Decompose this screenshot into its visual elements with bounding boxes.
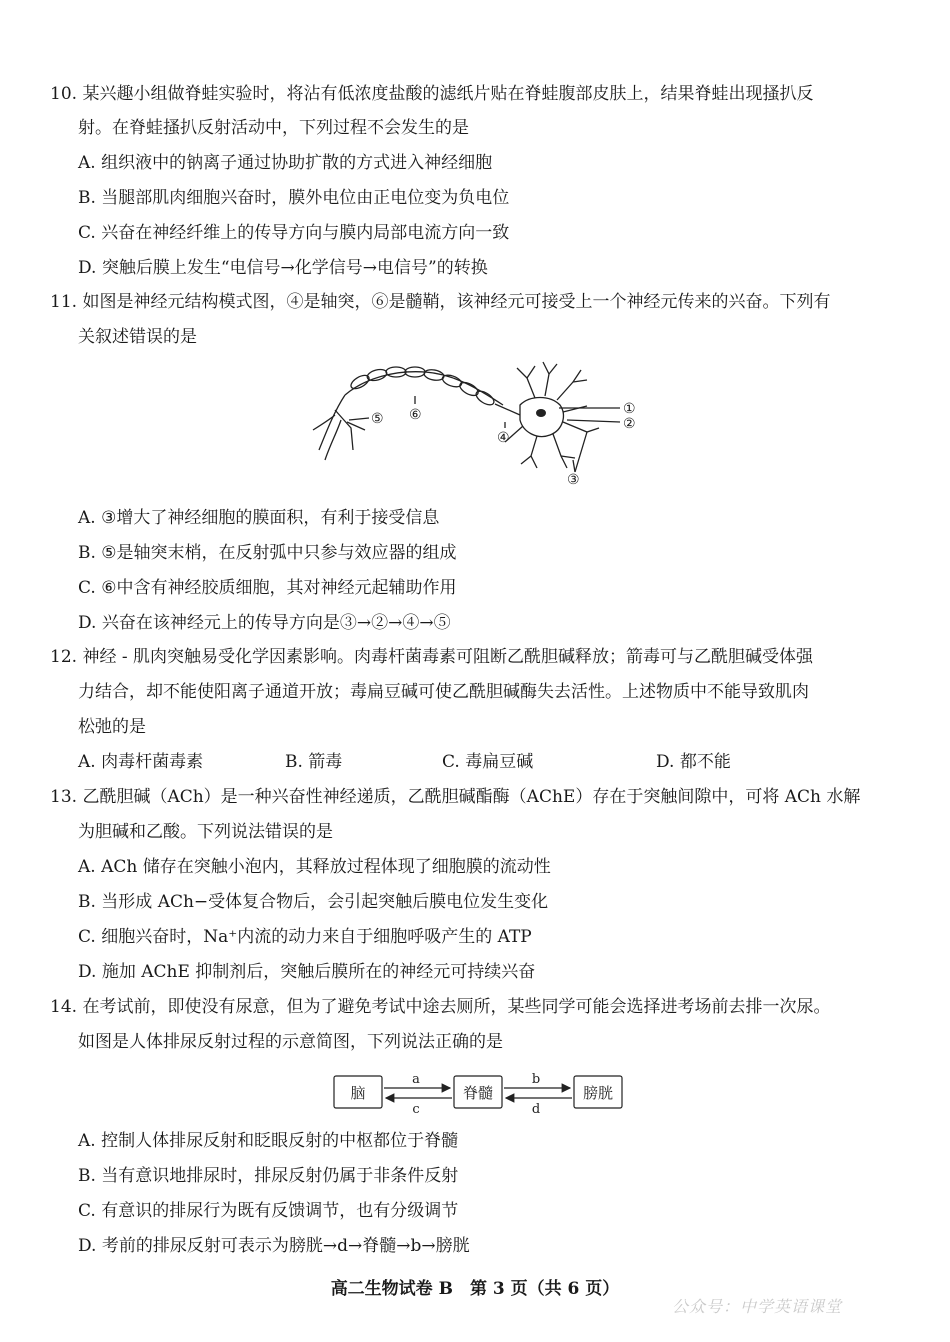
q12-option-b: B. 箭毒	[285, 752, 343, 772]
label-1: ①	[623, 401, 636, 417]
q14-option-b: B. 当有意识地排尿时，排尿反射仍属于非条件反射	[78, 1166, 459, 1186]
watermark: 公众号：中学英语课堂	[672, 1297, 843, 1316]
q14-stem-line1: 14. 在考试前，即使没有尿意，但为了避免考试中途去厕所，某些同学可能会选择进考场前去排一次尿。	[50, 997, 831, 1017]
q12-option-c: C. 毒扁豆碱	[442, 752, 534, 772]
q14-option-d: D. 考前的排尿反射可表示为膀胱→d→脊髓→b→膀胱	[78, 1236, 470, 1256]
label-5: ⑤	[371, 411, 384, 427]
q12-stem-line2: 力结合，却不能使阳离子通道开放；毒扁豆碱可使乙酰胆碱酶失去活性。上述物质中不能导致肌肉	[78, 682, 809, 702]
q11-stem-line1: 11. 如图是神经元结构模式图，④是轴突，⑥是髓鞘，该神经元可接受上一个神经元传来的兴奋。下列有	[50, 292, 831, 312]
q13-option-d: D. 施加 AChE 抑制剂后，突触后膜所在的神经元可持续兴奋	[78, 962, 536, 982]
node-brain: 脑	[350, 1084, 366, 1102]
q12-stem-line3: 松弛的是	[78, 717, 146, 737]
neuron-diagram	[305, 360, 650, 490]
q13-stem-line2: 为胆碱和乙酸。下列说法错误的是	[78, 822, 333, 842]
label-4: ④	[497, 430, 510, 446]
q13-option-b: B. 当形成 ACh−受体复合物后，会引起突触后膜电位发生变化	[78, 892, 549, 912]
q10-stem-line1: 10. 某兴趣小组做脊蛙实验时，将沾有低浓度盐酸的滤纸片贴在脊蛙腹部皮肤上，结果脊蛙出现搔扒反	[50, 84, 814, 104]
q14-option-a: A. 控制人体排尿反射和眨眼反射的中枢都位于脊髓	[78, 1131, 459, 1151]
page-footer: 高二生物试卷 B 第 3 页（共 6 页）	[330, 1279, 620, 1299]
label-b: b	[531, 1072, 541, 1087]
label-2: ②	[623, 416, 636, 432]
q14-option-c: C. 有意识的排尿行为既有反馈调节，也有分级调节	[78, 1201, 459, 1221]
label-d: d	[531, 1102, 541, 1117]
q11-option-b: B. ⑤是轴突末梢，在反射弧中只参与效应器的组成	[78, 543, 457, 563]
q14-stem-line2: 如图是人体排尿反射过程的示意简图，下列说法正确的是	[78, 1032, 503, 1052]
node-bladder: 膀胱	[582, 1084, 614, 1102]
q12-stem-line1: 12. 神经 - 肌肉突触易受化学因素影响。肉毒杆菌毒素可阻断乙酰胆碱释放；箭毒可与乙酰胆碱受体强	[50, 647, 813, 667]
q10-option-b: B. 当腿部肌肉细胞兴奋时，膜外电位由正电位变为负电位	[78, 188, 510, 208]
q11-option-d: D. 兴奋在该神经元上的传导方向是③→②→④→⑤	[78, 613, 451, 633]
label-c: c	[412, 1102, 420, 1117]
q11-option-a: A. ③增大了神经细胞的膜面积，有利于接受信息	[78, 508, 440, 528]
q13-stem-line1: 13. 乙酰胆碱（ACh）是一种兴奋性神经递质，乙酰胆碱酯酶（AChE）存在于突触间隙中，可将 ACh 水解	[50, 787, 861, 807]
q13-option-c: C. 细胞兴奋时，Na⁺内流的动力来自于细胞呼吸产生的 ATP	[78, 927, 532, 947]
label-3: ③	[567, 472, 580, 488]
q13-option-a: A. ACh 储存在突触小泡内，其释放过程体现了细胞膜的流动性	[78, 857, 551, 877]
label-a: a	[412, 1072, 420, 1087]
q10-stem-line2: 射。在脊蛙搔扒反射活动中，下列过程不会发生的是	[78, 118, 469, 138]
q12-option-d: D. 都不能	[656, 752, 731, 772]
q11-stem-line2: 关叙述错误的是	[78, 327, 197, 347]
q10-option-d: D. 突触后膜上发生“电信号→化学信号→电信号”的转换	[78, 258, 488, 278]
q12-option-a: A. 肉毒杆菌毒素	[78, 752, 204, 772]
q10-option-a: A. 组织液中的钠离子通过协助扩散的方式进入神经细胞	[78, 153, 493, 173]
reflex-diagram	[330, 1068, 625, 1120]
node-spinal: 脊髓	[462, 1084, 494, 1102]
q11-option-c: C. ⑥中含有神经胶质细胞，其对神经元起辅助作用	[78, 578, 457, 598]
q10-option-c: C. 兴奋在神经纤维上的传导方向与膜内局部电流方向一致	[78, 223, 510, 243]
label-6: ⑥	[409, 407, 422, 423]
